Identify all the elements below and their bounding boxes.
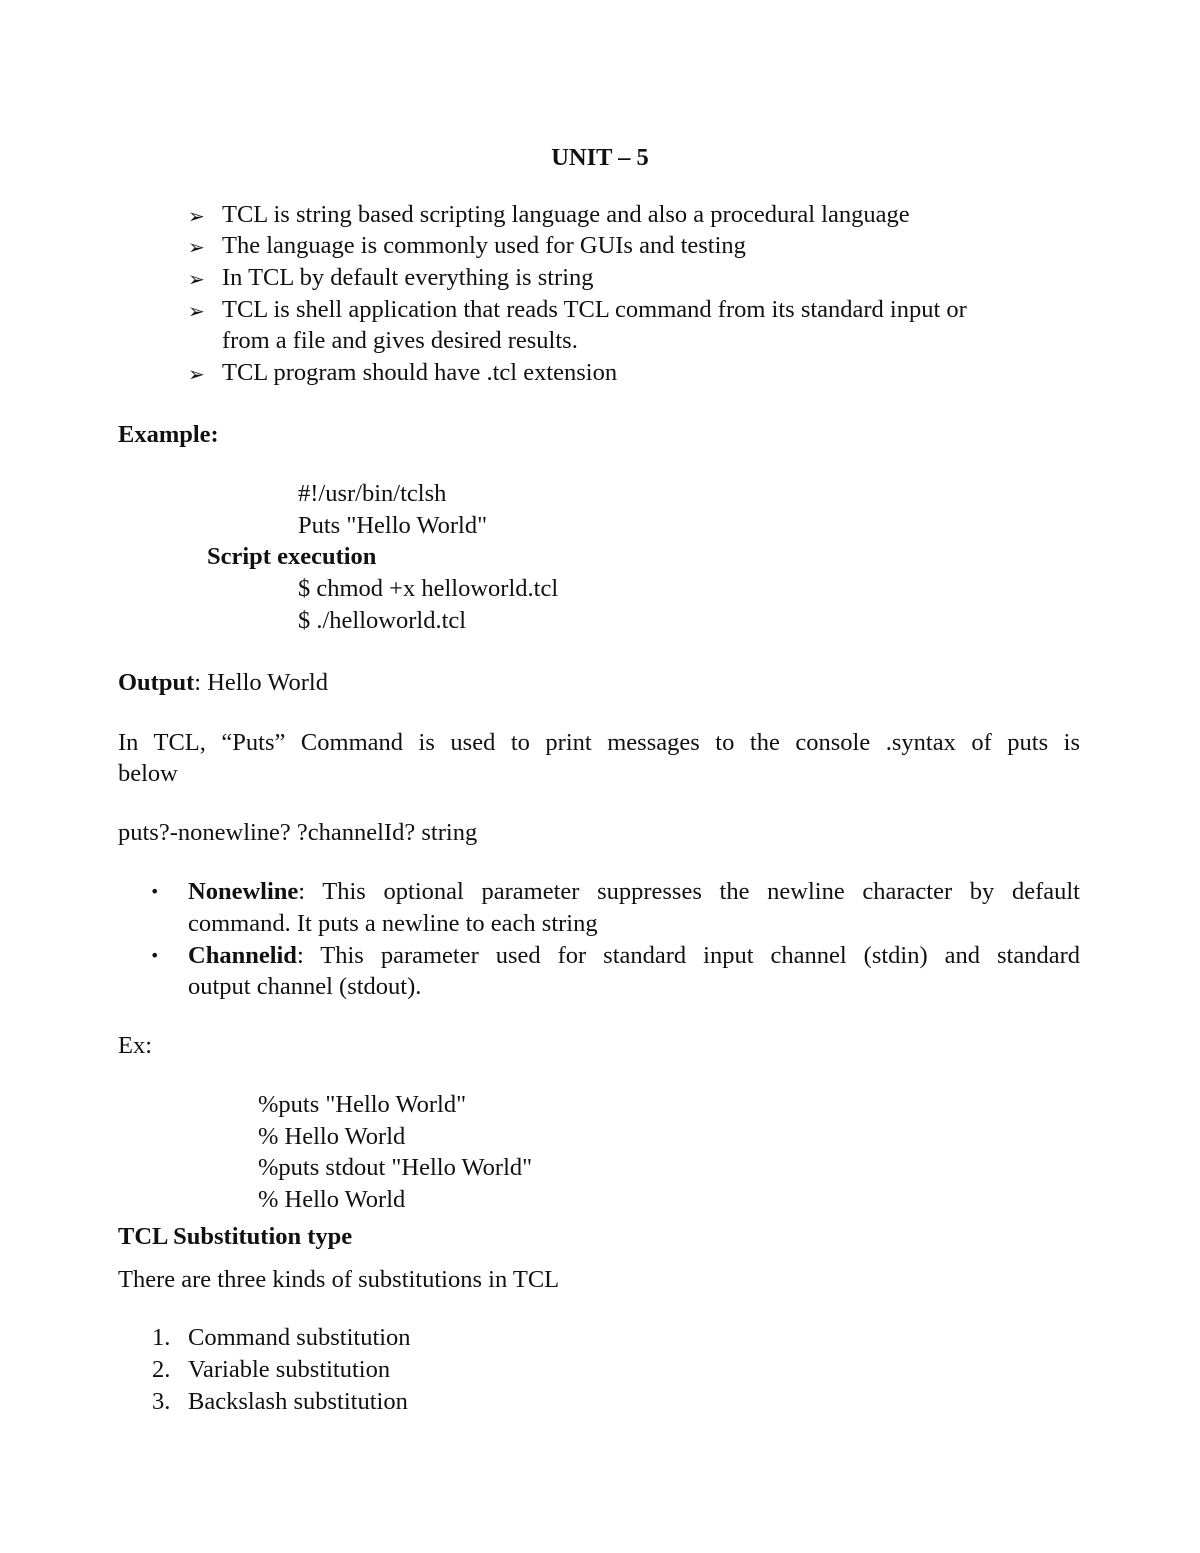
param-item [188,944,1080,969]
output-line [118,671,328,696]
param-item [188,880,1080,905]
puts-description-line: below [118,760,178,787]
list-item: The language is commonly used for GUIs and testing [222,232,746,259]
list-number: 1. [152,1324,171,1351]
list-item: Command substitution [188,1324,411,1351]
puts-description-line: In TCL, “Puts” Command is used to print messages to the console .syntax of puts is [118,729,1080,756]
ex-label: Ex: [118,1032,153,1059]
code-line: #!/usr/bin/tclsh [298,480,447,507]
script-execution-heading: Script execution [207,543,377,570]
list-item: TCL program should have .tcl extension [222,359,618,386]
output-text: : Hello World [194,669,328,696]
param-description: : This optional parameter suppresses the newline character by default [298,878,1080,905]
code-line: % Hello World [258,1186,406,1213]
example-heading: Example: [118,421,219,448]
page-title: UNIT – 5 [551,144,649,171]
substitution-intro: There are three kinds of substitutions in TCL [118,1266,560,1293]
code-line: Puts "Hello World" [298,512,488,539]
list-item: Backslash substitution [188,1388,408,1415]
arrow-bullet-icon: ➢ [188,235,205,259]
param-item-continuation: command. It puts a newline to each string [188,910,598,937]
arrow-bullet-icon: ➢ [188,362,205,386]
param-term: Nonewline [188,878,299,905]
list-item: TCL is string based scripting language and also a procedural language [222,201,910,228]
code-line: %puts "Hello World" [258,1091,467,1118]
bullet-dot-icon: • [150,946,160,965]
param-term: Channelid [188,942,297,969]
list-item: In TCL by default everything is string [222,264,594,291]
param-description: : This parameter used for standard input channel (stdin) and standard [296,942,1080,969]
substitution-heading: TCL Substitution type [118,1223,353,1250]
code-line: $ ./helloworld.tcl [298,607,467,634]
list-number: 3. [152,1388,171,1415]
list-item-continuation: from a file and gives desired results. [222,327,578,354]
arrow-bullet-icon: ➢ [188,299,205,323]
output-label: Output [118,669,195,696]
list-item: Variable substitution [188,1356,391,1383]
arrow-bullet-icon: ➢ [188,267,205,291]
bullet-dot-icon: • [150,882,160,901]
code-line: %puts stdout "Hello World" [258,1154,533,1181]
puts-syntax: puts?-nonewline? ?channelId? string [118,819,478,846]
code-line: % Hello World [258,1123,406,1150]
code-line: $ chmod +x helloworld.tcl [298,575,559,602]
list-item: TCL is shell application that reads TCL command from its standard input or [222,296,967,323]
list-number: 2. [152,1356,171,1383]
param-item-continuation: output channel (stdout). [188,973,422,1000]
arrow-bullet-icon: ➢ [188,204,205,228]
